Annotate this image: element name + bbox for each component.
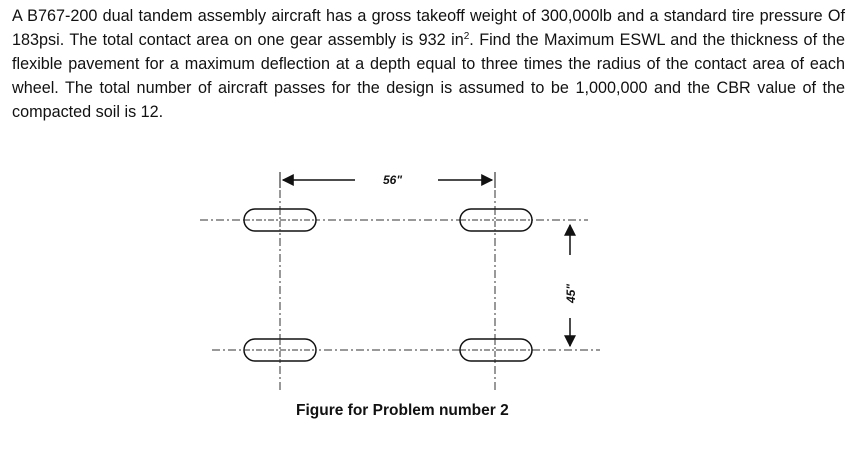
figure-caption: Figure for Problem number 2 [296,402,509,419]
horizontal-dimension [280,172,495,188]
vertical-dimension-label: 45" [564,283,578,303]
horizontal-dimension-label: 56" [383,173,403,187]
superscript-squared: 2 [463,31,470,42]
vertical-dimension [564,225,578,346]
wheels [244,209,532,361]
problem-text-part1: A B767-200 dual tandem assembly aircraft has a gross takeoff weight of 300,000lb and a standard tire pressure Of 183psi. The total contact area on one gear assembly is 932 in [12,7,845,49]
problem-text-part2: . Find the Maximum ESWL and the thickness of the flexible pavement for a maximum deflection at a depth equal to three times the radius of the contact area of each wheel. The total number of aircraft passes for the design is assumed to be 1,000,000 and the CBR value of the compacted soil is 12. [12,31,845,121]
